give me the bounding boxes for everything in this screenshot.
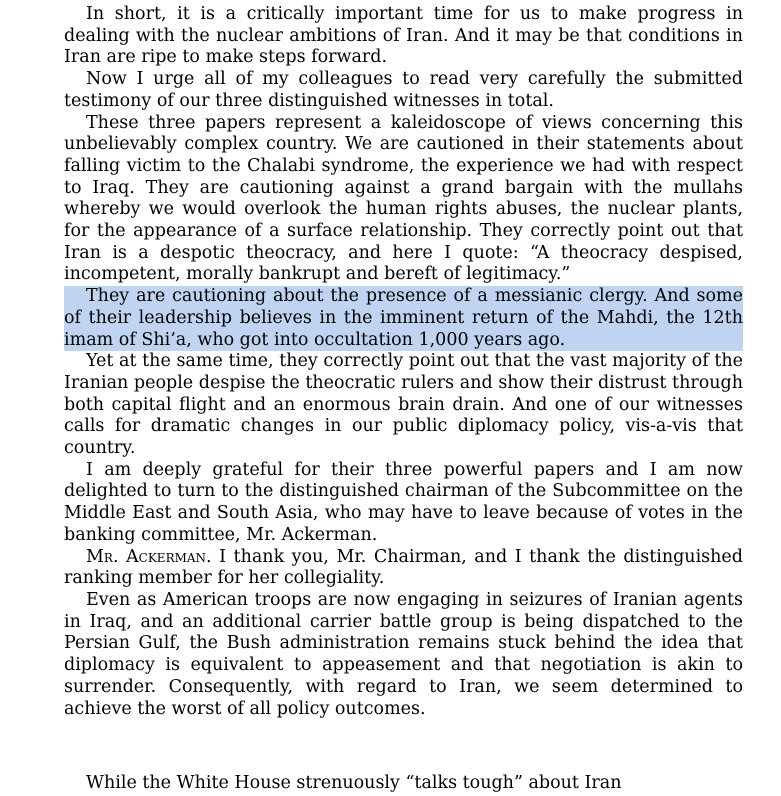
selected-paragraph[interactable]: They are cautioning about the presence of a messianic clergy. And some of their leadership believes in the imminent return of the Mahdi, the 12th imam of Shi’a, who got into occultation 1,000 years ago. <box>64 286 743 350</box>
speaker-name: Mr. Ackerman. <box>86 546 212 567</box>
paragraph: These three papers represent a kaleidoscope of views concerning this unbelievably complex country. We are cautioned in their statements about falling victim to the Chalabi syndrome, the experience we had with respect to Iraq. They are cautioning against a grand bargain with the mullahs whereby we would overlook the human rights abuses, the nuclear plants, for the appearance of a surface relationship. They correctly point out that Iran is a despotic theocracy, and here I quote: “A theocracy despised, incompetent, morally bankrupt and bereft of legitimacy.” <box>64 112 743 285</box>
paragraph: Now I urge all of my colleagues to read very carefully the submitted testimony of our three distinguished witnesses in total. <box>64 69 743 111</box>
paragraph: I am deeply grateful for their three powerful papers and I am now delighted to turn to the distinguished chairman of the Subcommittee on the Middle East and South Asia, who may have to leave because of votes in the banking committee, Mr. Ackerman. <box>64 459 743 545</box>
paragraph-cut-off: While the White House strenuously “talks tough” about Iran <box>86 773 622 793</box>
paragraph: Even as American troops are now engaging in seizures of Iranian agents in Iraq, and an additional carrier battle group is being dispatched to the Persian Gulf, the Bush administration remains stuck behind the idea that diplomacy is equivalent to appeasement and that negotiation is akin to surrender. Consequently, with regard to Iran, we seem determined to achieve the worst of all policy outcomes. <box>64 589 743 719</box>
cut-off-line <box>64 773 743 796</box>
document-page <box>64 4 743 720</box>
speaker-paragraph <box>64 547 743 590</box>
paragraph: In short, it is a critically important time for us to make progress in dealing with the nuclear ambitions of Iran. And it may be that conditions in Iran are ripe to make steps forward. <box>64 4 743 68</box>
paragraph: Yet at the same time, they correctly point out that the vast majority of the Iranian people despise the theocratic rulers and show their distrust through both capital flight and an enormous brain drain. And one of our witnesses calls for dramatic changes in our public diplomacy policy, vis-a-vis that country. <box>64 351 743 459</box>
speaker-text: I thank you, Mr. Chairman, and I thank the distinguished ranking member for her collegiality. <box>64 546 743 589</box>
